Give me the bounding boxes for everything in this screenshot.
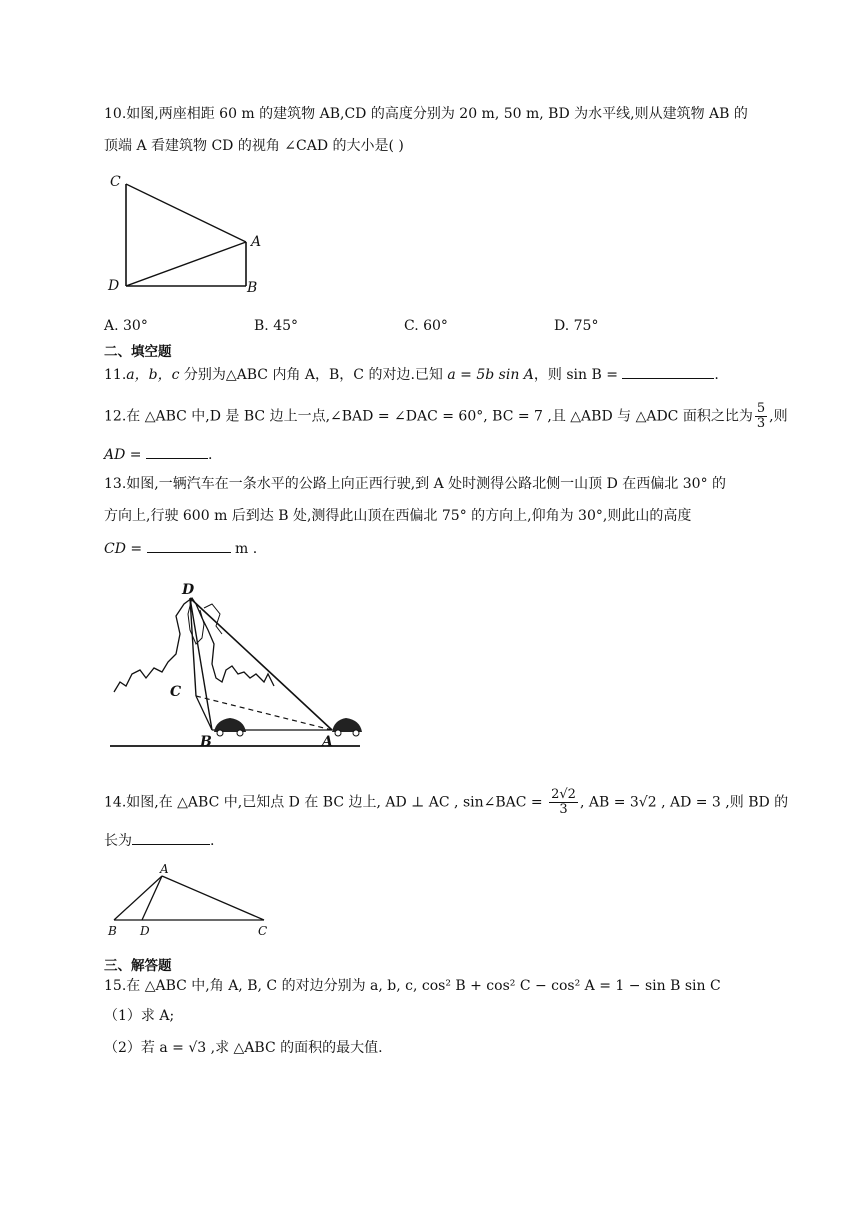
section-heading-solutions: 三、解答题 xyxy=(104,958,172,974)
q13-mountain-outline xyxy=(114,598,274,692)
q14-sine-fraction: $\frac{2√2}{3}$ xyxy=(551,787,576,817)
q13-car-b xyxy=(214,718,246,736)
q10-option-a: A. 30° xyxy=(104,318,148,334)
q10-option-b: B. 45° xyxy=(254,318,299,334)
q14-label-c: C xyxy=(258,924,268,938)
q10-text-line2: 顶端 A 看建筑物 CD 的视角 ∠CAD 的大小是( ) xyxy=(104,138,404,154)
q10-line-ca xyxy=(126,184,246,242)
q13-car-a xyxy=(332,718,362,736)
q10-label-a: A xyxy=(251,234,262,250)
q12-ratio-fraction: $\frac{5}{3}$ xyxy=(756,401,766,431)
q13-text-line2: 方向上,行驶 600 m 后到达 B 处,测得此山顶在西偏北 75° 的方向上,仰角为 30°,则此山的高度 xyxy=(104,508,692,524)
q14-answer-blank[interactable] xyxy=(132,830,210,845)
q13-label-a: A xyxy=(322,734,333,750)
q14-text-line2: 长为 . xyxy=(104,830,214,851)
q11-formula: a = 5b sin A xyxy=(447,367,534,383)
q15-text-line1: 15.在 △ABC 中,角 A, B, C 的对边分别为 a, b, c, cos² B + cos² C − cos² A = 1 − sin B sin C xyxy=(104,978,721,994)
q10-text-line1: 10.如图,两座相距 60 m 的建筑物 AB,CD 的高度分别为 20 m, 50 m, BD 为水平线,则从建筑物 AB 的 xyxy=(104,106,748,122)
q13-text-line1: 13.如图,一辆汽车在一条水平的公路上向正西行驶,到 A 处时测得公路北侧一山顶 D 在西偏北 30° 的 xyxy=(104,476,727,492)
q10-line-da xyxy=(126,242,246,286)
q14-label-a: A xyxy=(160,862,169,876)
q12-text-line1: 12.在 △ABC 中,D 是 BC 边上一点,∠BAD = ∠DAC = 60°, BC = 7 ,且 △ABD 与 △ADC 面积之比为 $\frac{5}{3}$ ,则 xyxy=(104,401,788,431)
q10-label-b: B xyxy=(247,280,258,296)
q14-text-line1: 14.如图,在 △ABC 中,已知点 D 在 BC 边上, AD ⊥ AC , sin∠BAC = $\frac{2√2}{3}$ , AB = 3√2 , AD = 3 ,则 BD 的 xyxy=(104,787,789,817)
q10-label-d: D xyxy=(108,278,120,294)
q10-figure xyxy=(104,170,274,300)
q15-part2: （2）若 a = √3 ,求 △ABC 的面积的最大值. xyxy=(104,1040,383,1056)
q12-text-line2: AD = . xyxy=(104,444,212,465)
q13-label-d: D xyxy=(182,582,195,598)
q13-line-ca-dashed xyxy=(196,696,332,730)
section-heading-fill-in: 二、填空题 xyxy=(104,344,172,360)
q10-label-c: C xyxy=(110,174,121,190)
q10-option-c: C. 60° xyxy=(404,318,448,334)
q13-mountain-figure xyxy=(104,574,366,756)
q15-part1: （1）求 A; xyxy=(104,1008,175,1024)
q13-line-da xyxy=(190,598,332,730)
q14-label-b: B xyxy=(108,924,117,938)
q13-text-line3: CD = m . xyxy=(104,538,257,559)
q11-text: 11.a，b，c 分别为△ABC 内角 A，B，C 的对边.已知 a = 5b sin A，则 sin B = . xyxy=(104,364,719,385)
q14-line-ad xyxy=(142,876,162,920)
q14-triangle-figure xyxy=(104,862,276,942)
q10-option-d: D. 75° xyxy=(554,318,599,334)
q11-answer-blank[interactable] xyxy=(622,364,714,379)
q12-answer-blank[interactable] xyxy=(146,444,208,459)
q13-line-db xyxy=(190,598,212,730)
q13-label-c: C xyxy=(170,684,182,700)
q14-line-ac xyxy=(162,876,264,920)
q14-label-d: D xyxy=(140,924,150,938)
q14-line-ab xyxy=(114,876,162,920)
q13-label-b: B xyxy=(200,734,212,750)
q13-answer-blank[interactable] xyxy=(147,538,231,553)
